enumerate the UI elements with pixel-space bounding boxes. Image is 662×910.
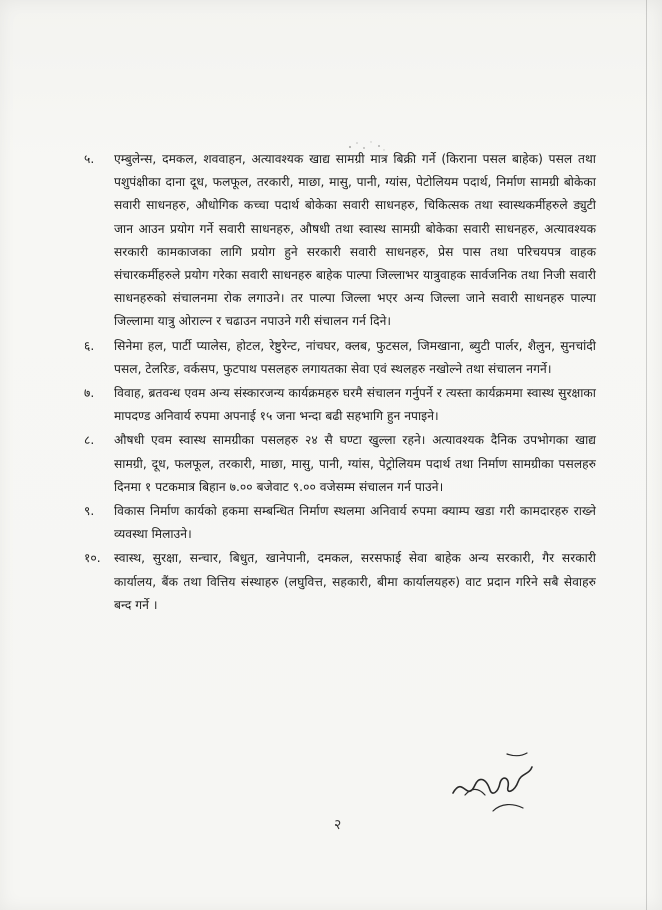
item-text: विवाह, ब्रतवन्ध एवम अन्य संस्कारजन्य कार्यक्रमहरु घरमै संचालन गर्नुपर्ने र त्यस्ता कार्यक्रममा स्वास्थ सुरक्षाका मापदण्ड अनिवार्य रुपमा अपनाई १५ जना भन्दा बढी सहभागि हुन नपाइने।	[114, 386, 596, 424]
list-item	[84, 382, 596, 428]
list-item	[84, 500, 596, 546]
page-number: २	[334, 817, 342, 833]
list-item	[84, 429, 596, 499]
item-number: ८.	[84, 433, 95, 448]
item-text: सिनेमा हल, पार्टी प्यालेस, होटल, रेष्टुरेन्ट, नांचघर, क्लब, फुटसल, जिमखाना, ब्युटी पार्लर, शैलुन, सुनचांदी पसल, टेलरिङ, वर्कसप, फुटपाथ पसलहरु लगायतका सेवा एवं स्थलहरु नखोल्ने तथा संचालन नगर्ने।	[114, 338, 596, 376]
item-number: ७.	[84, 386, 95, 401]
list-item	[84, 148, 596, 334]
scan-edge-line	[646, 0, 647, 910]
item-text: एम्बुलेन्स, दमकल, शववाहन, अत्यावश्यक खाद्य सामग्री मात्र बिक्री गर्ने (किराना पसल बाहेक) पसल तथा पशुपंक्षीका दाना दूध, फलफूल, तरकारी, माछा, मासु, पानी, ग्यांस, पेटोलियम पदार्थ, निर्माण सामग्री बोकेका सवारी साधनहरु, औधोगिक कच्चा पदार्थ बोकेका सवारी साधनहरु, चिकित्सक तथा स्वास्थकर्मीहरुले ड्युटी जान आउन प्रयोग गर्ने सवारी साधनहरु, औषधी तथा स्वास्थ सामग्री बोकेका सवारी साधनहरु, अत्यावश्यक सरकारी कामकाजका लागि प्रयोग हुने सरकारी सवारी साधनहरु, प्रेस पास तथा परिचयपत्र वाहक संचारकर्मीहरुले प्रयोग गरेका सवारी साधनहरु बाहेक पाल्पा जिल्लाभर यात्रुवाहक सार्वजनिक तथा निजी सवारी साधनहरुको संचालनमा रोक लगाउने। तर पाल्पा जिल्ला भएर अन्य जिल्ला जाने सवारी साधनहरु पाल्पा जिल्लामा यात्रु ओराल्न र चढाउन नपाउने गरी संचालन गर्न दिने।	[114, 152, 596, 329]
item-text: स्वास्थ, सुरक्षा, सन्चार, बिधुत, खानेपानी, दमकल, सरसफाई सेवा बाहेक अन्य सरकारी, गैर सरकारी कार्यालय, बैंक तथा वित्तिय संस्थाहरु (लघुवित्त, सहकारी, बीमा कार्यालयहरु) वाट प्रदान गरिने सबै सेवाहरु बन्द गर्ने ।	[114, 551, 596, 612]
item-number: १०.	[84, 551, 101, 566]
list-item	[84, 335, 596, 381]
item-text: विकास निर्माण कार्यको हकमा सम्बन्धित निर्माण स्थलमा अनिवार्य रुपमा क्याम्प खडा गरी कामदारहरु राख्ने व्यवस्था मिलाउने।	[114, 504, 596, 542]
signature-icon	[445, 745, 540, 817]
list-item	[84, 547, 596, 617]
item-text: औषधी एवम स्वास्थ सामग्रीका पसलहरु २४ सै घण्टा खुल्ला रहने। अत्यावश्यक दैनिक उपभोगका खाद्य सामग्री, दूध, फलफूल, तरकारी, माछा, मासु, पानी, ग्यांस, पेट्रोलियम पदार्थ तथा निर्माण सामग्रीका पसलहरु दिनमा १ पटकमात्र बिहान ७.०० बजेवाट ९.०० वजेसम्म संचालन गर्न पाउने।	[114, 433, 596, 494]
item-number: ९.	[84, 504, 95, 519]
document-content	[84, 148, 596, 618]
item-number: ५.	[84, 152, 95, 166]
item-number: ६.	[84, 338, 95, 353]
